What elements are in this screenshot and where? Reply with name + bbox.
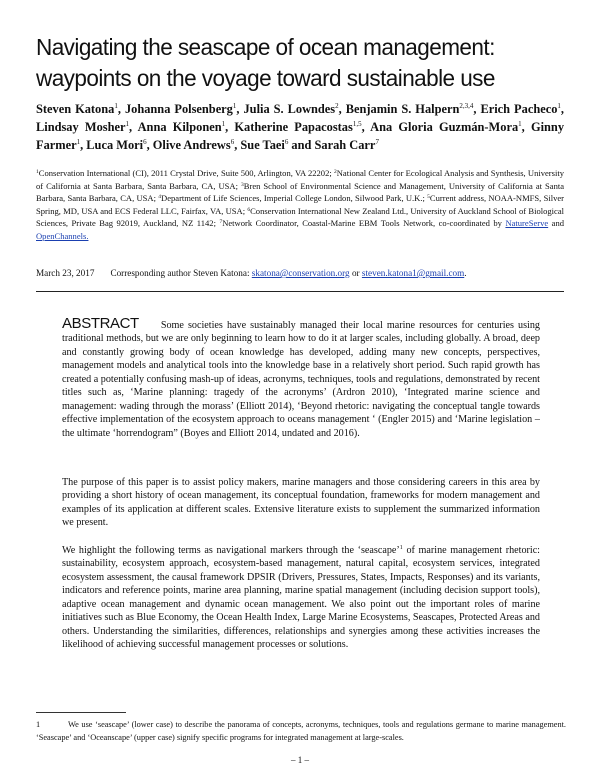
affiliation-sup: 1 (36, 169, 39, 175)
author-name: Benjamin S. Halpern (345, 102, 460, 116)
header-rule (36, 291, 564, 292)
affiliation-item: Network Coordinator, Coastal-Marine EBM Tools Network, co-coordinated by (222, 218, 506, 229)
email-end: . (464, 268, 467, 278)
author-name: Ana Gloria Guzmán-Mora (370, 120, 519, 134)
author-name: Ginny Farmer (36, 120, 565, 152)
author-affiliation-sup: 6 (143, 138, 147, 146)
author-affiliation-sup: 1 (557, 102, 561, 110)
footnote-text: We use ‘seascape’ (lower case) to describe the panorama of concepts, acronyms, techniques, tools and regulations germane to marine management. ‘Seascape’ and ‘Oceanscape’ (upper case) signify specific programs for integrated management at large-scales. (36, 720, 566, 742)
corresponding-author-label: Corresponding author Steven Katona: (110, 268, 252, 278)
author-name: Lindsay Mosher (36, 120, 126, 134)
author-affiliation-sup: 1 (125, 120, 129, 128)
affiliation-item: Conservation International (CI), 2011 Crystal Drive, Suite 500, Arlington, VA 22202; (38, 168, 332, 178)
terms-paragraph (62, 544, 540, 652)
terms-text-rest: of marine management rhetoric: sustainability, ecosystem approach, ecosystem-based management, natural capital, ecosystem services, integrated ecosystem assessment, the causal framework DPSIR (Drivers, Pressures, States, Impacts, Responses) and its variants, indicators and reference points, marine area planning, marine spatial management (including decision support tools), adaptive ocean management and dynamic ocean management. We also point out the important roles of marine initiatives such as Blue Economy, the Ocean Health Index, Large Marine Ecosystems, Seascapes, Protected Areas and others. Understanding the similarities, differences, relationships and synergies among these activities increases the likelihood of achieving successful management processes or solutions. (62, 545, 540, 651)
paper-title: Navigating the seascape of ocean management: waypoints on the voyage toward sustainable use (36, 34, 495, 91)
author-list: Steven Katona$^1$, Johanna Polsenberg$^1$, Julia S. Lowndes$^2$, Benjamin S. Halpern$^{2,3,4}$, Erich Pacheco$^1$, Lindsay Mosher$^1$, Anna Kilponen$^1$, Katherine Papacostas$^{1,5}$, Ana Gloria Guzmán-Mora$^1$, Ginny Farmer$^1$, Luca Mori$^6$, Olive Andrews$^6$, Sue Taei$^6$ and Sarah Carr$^7$ (36, 102, 565, 152)
author-affiliation-sup: 6 (230, 138, 235, 146)
author-affiliation-sup: 1 (232, 102, 237, 110)
affiliation-item: National Center for Ecological Analysis and Synthesis, University of California at Santa Barbara, Santa Barbara, CA, USA; (36, 168, 565, 191)
email-link-primary[interactable]: skatona@conservation.org (251, 268, 350, 278)
affiliation-and: and (548, 218, 564, 229)
author-affiliation-sup: 2 (335, 102, 339, 110)
author-name: Katherine Papacostas (234, 120, 353, 134)
author-name: Steven Katona (36, 102, 115, 116)
footnote-number: 1 (36, 720, 41, 729)
affiliation-sup: 7 (219, 219, 223, 226)
affiliation-item: Department of Life Sciences, Imperial College London, Silwood Park, U.K.; (161, 193, 425, 204)
author-name: Johanna Polsenberg (124, 102, 233, 116)
footnote-rule (36, 712, 126, 713)
abstract-paragraph (62, 315, 540, 440)
affiliation-sup: 6 (247, 206, 251, 213)
affiliation-text (36, 168, 564, 228)
author-affiliation-sup: 1 (518, 120, 522, 128)
purpose-paragraph: The purpose of this paper is to assist policy makers, marine managers and those considering careers in this area by providing a short history of ocean management, its conceptual foundation, frameworks for modern management and examples of its application at different scales. Extensive literature exists to supplement the summarized information we present. (62, 477, 540, 529)
affiliation-item: Current address, NOAA-NMFS, Silver Spring, MD, USA and ECS Federal LLC, Fairfax, VA, USA; (36, 193, 565, 216)
publication-date: March 23, 2017 (36, 268, 95, 278)
author-affiliation-sup: 7 (375, 138, 379, 146)
author-name: Olive Andrews (152, 138, 231, 152)
date-line (36, 267, 576, 279)
affiliations (36, 167, 564, 243)
author-affiliation-sup: 1 (114, 102, 118, 110)
author-affiliation-sup: 6 (284, 138, 289, 146)
author-affiliation-sup: 1,5 (352, 120, 362, 128)
natureserve-link[interactable]: NatureServe (505, 218, 549, 229)
author-name: Julia S. Lowndes (243, 102, 336, 116)
affiliation-sup: 3 (241, 181, 244, 188)
author-affiliation-sup: 2,3,4 (459, 102, 474, 110)
author-name: Anna Kilponen (137, 120, 222, 134)
author-name: Sarah Carr (314, 138, 376, 152)
email-separator: or (349, 268, 362, 278)
footnote-marker[interactable]: 1 (399, 545, 403, 551)
author-affiliation-sup: 1 (221, 120, 226, 128)
author-name: Erich Pacheco (480, 102, 558, 116)
email-link-secondary[interactable]: steven.katona1@gmail.com (361, 268, 465, 278)
footnote (36, 719, 566, 744)
author-affiliation-sup: 1 (76, 138, 81, 146)
author-name: Sue Taei (240, 138, 285, 152)
openchannels-link[interactable]: OpenChannels. (36, 230, 89, 241)
affiliation-item: Bren School of Environmental Science and Management, University of California at Santa Barbara, Santa Barbara, CA, USA; (36, 180, 565, 204)
terms-text-start: We highlight the following terms as navigational markers through the ‘seascape’ (62, 545, 400, 556)
page-number: – 1 – (291, 755, 309, 765)
affiliation-item: Conservation International New Zealand Ltd., University of Auckland School of Biological Sciences, Private Bag 92019, Auckland, NZ 1142; (36, 205, 564, 229)
affiliation-sup: 4 (158, 194, 162, 201)
affiliation-sup: 2 (334, 169, 337, 175)
abstract-text: Some societies have sustainably managed their local marine resources for centuries using traditional methods, but we are only beginning to learn how to do it at larger scales, including globally. A broad, deep and constantly growing body of ocean knowledge has developed, adding many new concepts, perspectives, management models and analytical tools into the knowledge base in a relatively short period. Such rapid growth has created a potentially confusing mash-up of ideas, acronyms, techniques, tools and regulations, demonstrated by recent titles such as, ‘Marine planning: tragedy of the acronyms’ (Ardron 2010), ‘Integrated marine science and management: wading through the morass’ (Elliott 2014), ‘Beyond rhetoric: navigating the conceptual tangle towards effective implementation of the ecosystem approach to oceans management ‘ (Engler 2015) and ‘Marine legislation – the ultimate ‘horrendogram” (Boyes and Elliott 2014, undated and 2016). (62, 320, 540, 439)
author-name: Luca Mori (86, 138, 144, 152)
abstract-heading: ABSTRACT (62, 315, 139, 332)
affiliation-sup: 5 (427, 194, 430, 201)
